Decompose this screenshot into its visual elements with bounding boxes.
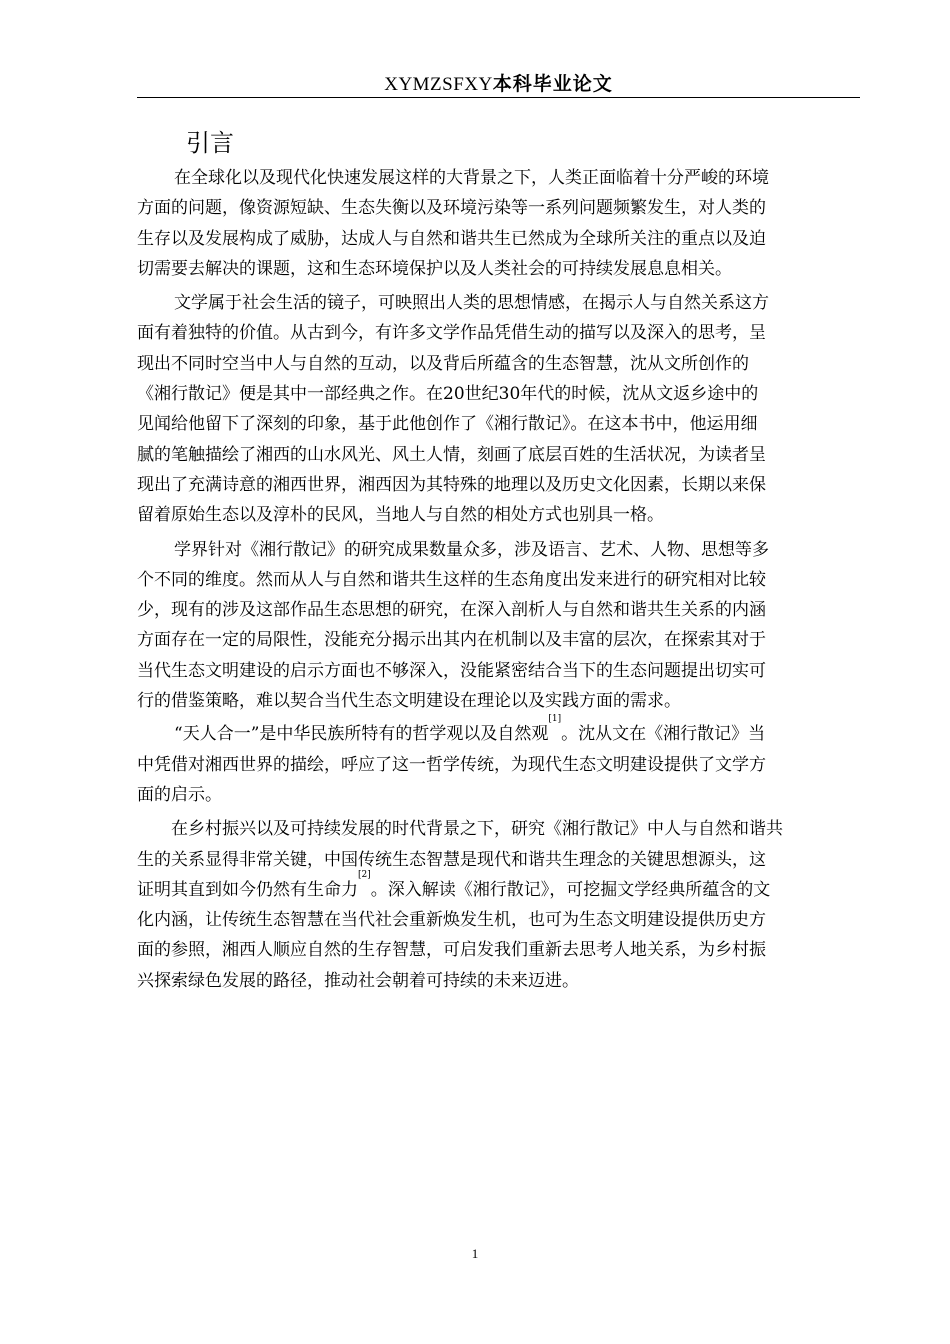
paragraph-3-line: 行的借鉴策略，难以契合当代生态文明建设在理论以及实践方面的需求。 — [137, 691, 681, 712]
paragraph-1-line: 切需要去解决的课题，这和生态环境保护以及人类社会的可持续发展息息相关。 — [137, 258, 732, 279]
paragraph-3-line: 当代生态文明建设的启示方面也不够深入，没能紧密结合当下的生态问题提出切实可 — [137, 660, 766, 681]
citation-1: [1] — [548, 714, 562, 725]
paragraph-3-line: 个不同的维度。然而从人与自然和谐共生这样的生态角度出发来进行的研究相对比较 — [137, 569, 766, 590]
header-latin: XYMZSFXY — [384, 74, 493, 95]
paragraph-5-text: 。深入解读《湘行散记》，可挖掘文学经典所蕴含的文 — [370, 879, 771, 900]
paragraph-2-line: 《湘行散记》便是其中一部经典之作。在20世纪30年代的时候，沈从文返乡途中的 — [137, 384, 759, 405]
paragraph-3-line: 学界针对《湘行散记》的研究成果数量众多，涉及语言、艺术、人物、思想等多 — [174, 539, 769, 560]
paragraph-2-line: 腻的笔触描绘了湘西的山水风光、风土人情，刻画了底层百姓的生活状况，为读者呈 — [137, 444, 766, 465]
paragraph-2-line: 留着原始生态以及淳朴的民风，当地人与自然的相处方式也别具一格。 — [137, 505, 664, 526]
paragraph-2-line: 现出不同时空当中人与自然的互动，以及背后所蕴含的生态智慧，沈从文所创作的 — [137, 353, 749, 374]
paragraph-1-line: 在全球化以及现代化快速发展这样的大背景之下，人类正面临着十分严峻的环境 — [174, 168, 769, 188]
header-rule — [137, 97, 860, 98]
paragraph-5-line: 在乡村振兴以及可持续发展的时代背景之下，研究《湘行散记》中人与自然和谐共 — [171, 819, 783, 840]
paragraph-3-line: 少，现有的涉及这部作品生态思想的研究，在深入剖析人与自然和谐共生关系的内涵 — [137, 600, 766, 621]
citation-2: [2] — [358, 869, 371, 880]
paragraph-5-text: 证明其直到如今仍然有生命力 — [137, 879, 358, 900]
paragraph-5-line: 生的关系显得非常关键，中国传统生态智慧是现代和谐共生理念的关键思想源头，这 — [137, 849, 766, 870]
section-heading: 引言 — [186, 129, 234, 157]
paragraph-5-line: 化内涵，让传统生态智慧在当代社会重新焕发生机，也可为生态文明建设提供历史方 — [137, 910, 766, 931]
page-number: 1 — [471, 1246, 479, 1261]
paragraph-3-line: 方面存在一定的局限性，没能充分揭示出其内在机制以及丰富的层次，在探索其对于 — [137, 630, 766, 651]
paragraph-2-line: 面有着独特的价值。从古到今，有许多文学作品凭借生动的描写以及深入的思考，呈 — [137, 323, 766, 344]
header-title: 本科毕业论文 — [492, 73, 613, 95]
body-text — [137, 163, 847, 996]
paragraph-4-text: 。沈从文在《湘行散记》当 — [561, 724, 766, 745]
paragraph-4-text: “天人合一”是中华民族所特有的哲学观以及自然观 — [174, 724, 549, 745]
paragraph-4-line: 中凭借对湘西世界的描绘，呼应了这一哲学传统，为现代生态文明建设提供了文学方 — [137, 754, 766, 775]
paragraph-2-line: 文学属于社会生活的镜子，可映照出人类的思想情感，在揭示人与自然关系这方 — [174, 293, 769, 314]
paragraph-2-line: 见闻给他留下了深刻的印象，基于此他创作了《湘行散记》。在这本书中，他运用细 — [137, 414, 758, 435]
paragraph-5-line: 面的参照，湘西人顺应自然的生存智慧，可启发我们重新去思考人地关系，为乡村振 — [137, 940, 766, 961]
paragraph-1-line: 方面的问题，像资源短缺、生态失衡以及环境污染等一系列问题频繁发生，对人类的 — [137, 198, 766, 219]
paragraph-2-line: 现出了充满诗意的湘西世界，湘西因为其特殊的地理以及历史文化因素，长期以来保 — [137, 474, 766, 495]
paragraph-1-line: 生存以及发展构成了威胁，达成人与自然和谐共生已然成为全球所关注的重点以及迫 — [137, 228, 766, 249]
running-header — [137, 72, 860, 97]
paragraph-5-line — [137, 869, 847, 905]
paragraph-4-line: 面的启示。 — [137, 784, 222, 805]
paragraph-4-line — [137, 714, 847, 749]
paragraph-5-line: 兴探索绿色发展的路径，推动社会朝着可持续的未来迈进。 — [137, 970, 579, 991]
